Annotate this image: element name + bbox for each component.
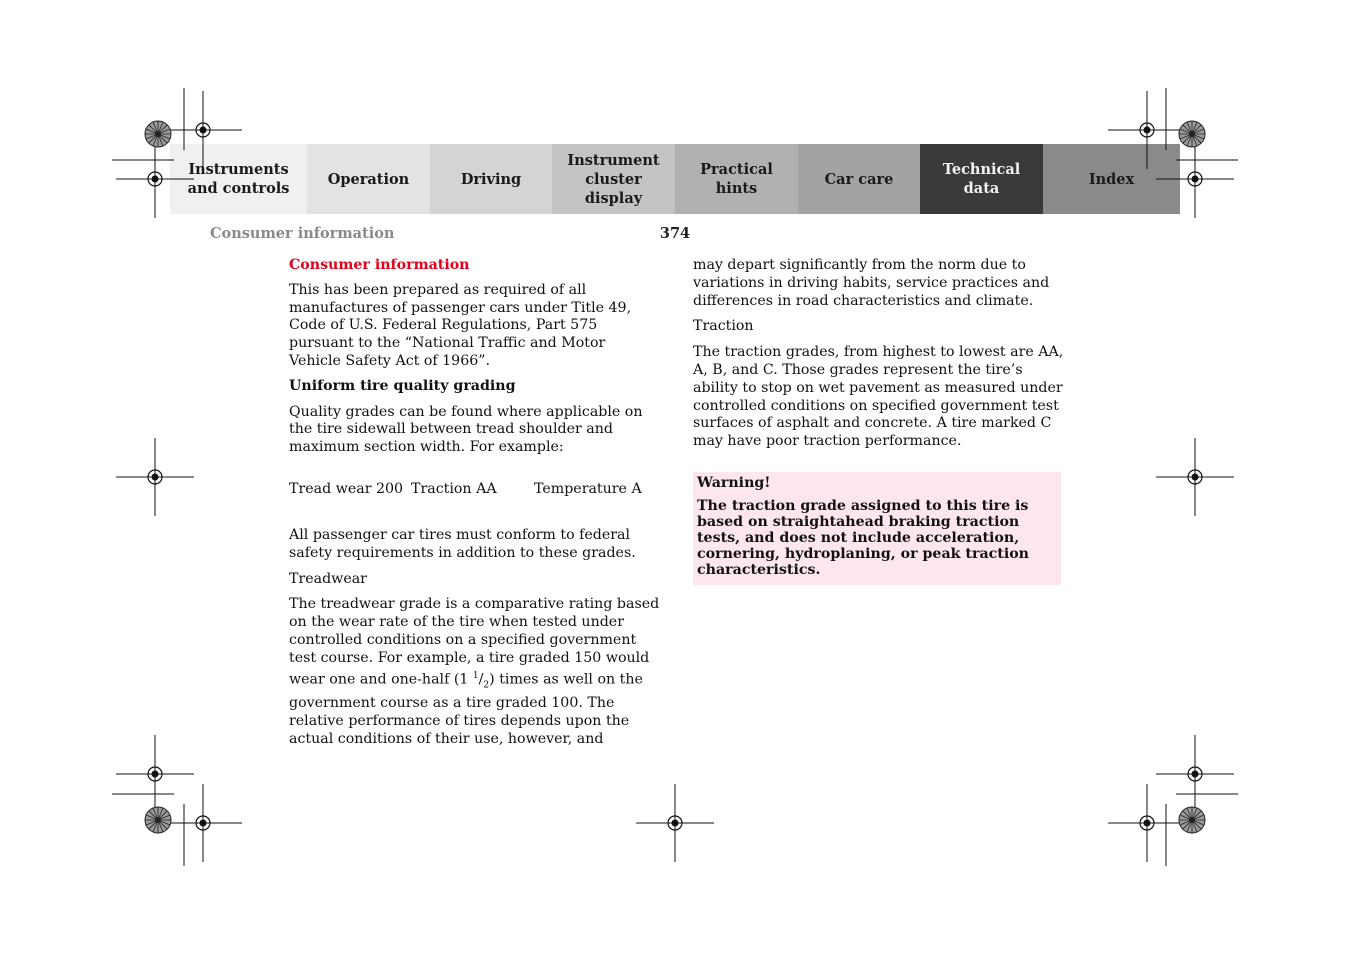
warning-text: The traction grade assigned to this tire is based on straightahead braking traction tests, and does not include acceleration, cornering, hydroplaning, or peak traction characteristics. xyxy=(697,497,1029,578)
fraction-numerator: 1 xyxy=(472,670,479,681)
grade-temperature: Temperature A xyxy=(534,480,642,497)
page-title: Consumer information xyxy=(289,257,470,273)
tab-label: Practical hints xyxy=(700,161,773,197)
warning-title: Warning! xyxy=(697,474,771,491)
tab-label-line1: Instruments xyxy=(188,161,289,178)
grade-treadwear: Tread wear 200 xyxy=(289,480,404,497)
traction-heading: Traction xyxy=(693,318,754,335)
continuation-paragraph: may depart significantly from the norm due to variations in driving habits, service practices and differences in road characteristics and climate. xyxy=(693,257,1050,309)
treadwear-text-start: The treadwear grade is a comparative rating based on the wear rate of the tire when tested under controlled conditions on a specified government test course. For example, a tire graded 150 would wear one and one-half (1 xyxy=(289,596,660,688)
subheading: Uniform tire quality grading xyxy=(289,377,516,394)
section-label: Consumer information xyxy=(210,225,395,242)
tab-label-line2: data xyxy=(963,180,1000,197)
tab-label: Operation xyxy=(327,170,410,188)
tab-label: Driving xyxy=(460,170,522,188)
tab-label-line1: Technical xyxy=(942,161,1021,178)
grade-traction: Traction AA xyxy=(411,480,497,497)
page-number: 374 xyxy=(659,225,691,242)
tab-label-line2: and controls xyxy=(187,180,290,197)
treadwear-heading: Treadwear xyxy=(289,570,367,587)
tab-label: Index xyxy=(1088,170,1135,188)
quality-paragraph: Quality grades can be found where applicable on the tire sidewall between tread shoulder and maximum section width. For example: xyxy=(289,403,643,456)
tab-label-line1: Instrument xyxy=(567,151,660,169)
intro-paragraph: This has been prepared as required of all manufactures of passenger cars under Title 49, Code of U.S. Federal Regulations, Part 575 pursuant to the “National Traffic and Motor Vehicle Safety Act of 1966”. xyxy=(289,281,632,369)
conform-paragraph: All passenger car tires must conform to federal safety requirements in addition to these grades. xyxy=(289,526,636,561)
fraction-denominator: 2 xyxy=(483,680,490,691)
trim-lines xyxy=(112,88,1238,866)
treadwear-text-end: ) times as well on the government course as a tire graded 100. The relative performance of tires depends upon the actual conditions of their use, however, and xyxy=(289,671,643,747)
treadwear-paragraph: The treadwear grade is a comparative rating based on the wear rate of the tire when tested under controlled conditions on a specified government test course. For example, a tire graded 150 would wear one and one-half (1 $^1/_2$) times as well on the government course as a tire graded 100. The relative performance of tires depends upon the actual conditions of their use, however, and xyxy=(289,596,660,747)
tab-label-line2: cluster display xyxy=(584,170,643,207)
tab-label: Car care xyxy=(824,170,894,188)
traction-paragraph: The traction grades, from highest to lowest are AA, A, B, and C. Those grades represent the tire’s ability to stop on wet pavement as measured under controlled conditions on specified government test surfaces of asphalt and concrete. A tire marked C may have poor traction performance. xyxy=(693,344,1064,450)
